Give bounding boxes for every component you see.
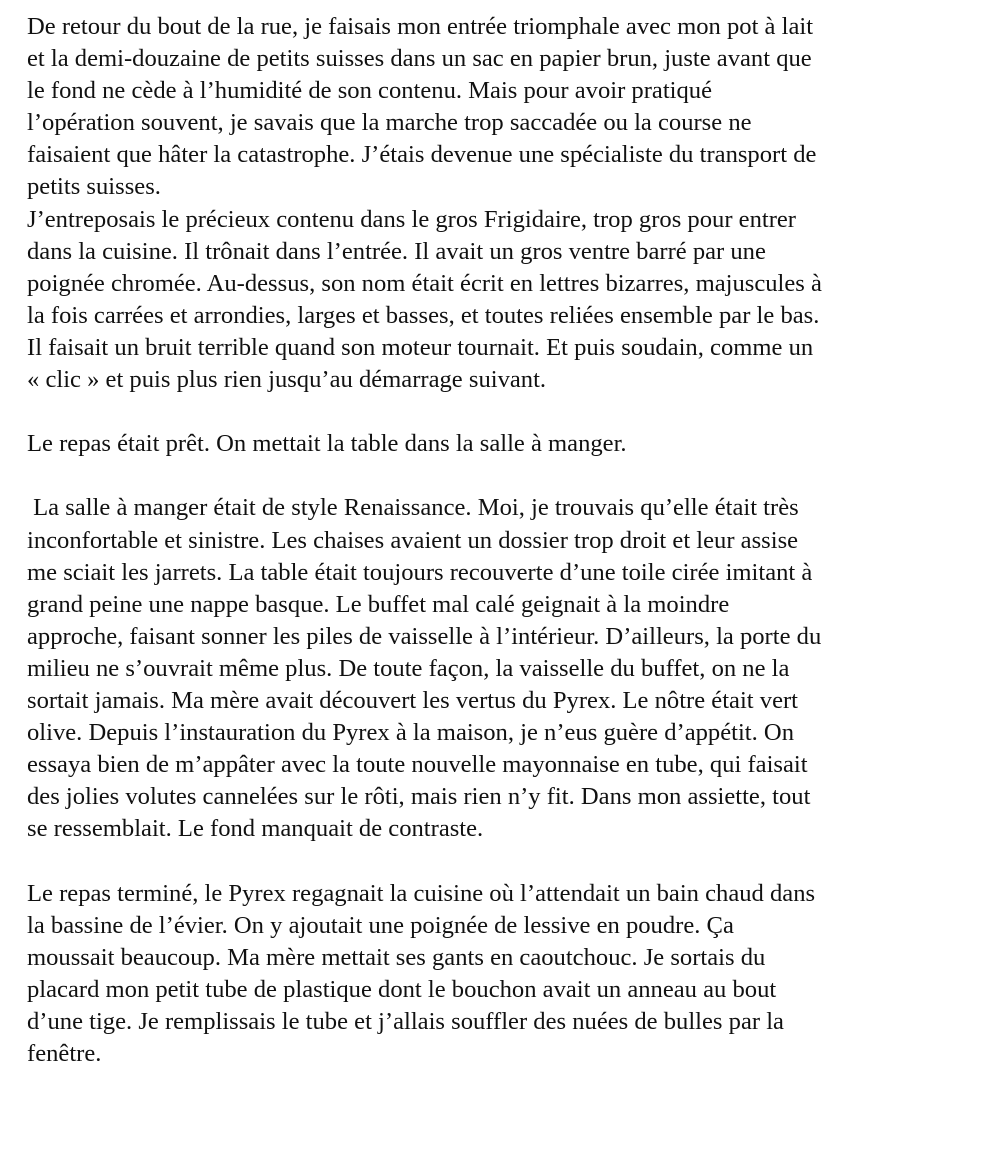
text-line: sortait jamais. Ma mère avait découvert les vertus du Pyrex. Le nôtre était vert (27, 686, 799, 714)
text-line: « clic » et puis plus rien jusqu’au démarrage suivant. (27, 366, 547, 394)
text-line: moussait beaucoup. Ma mère mettait ses gants en caoutchouc. Je sortais du (27, 943, 766, 971)
text-line: La salle à manger était de style Renaissance. Moi, je trouvais qu’elle était très (27, 494, 799, 522)
paragraph-spacer (27, 460, 987, 492)
text-line: la bassine de l’évier. On y ajoutait une poignée de lessive en poudre. Ça (27, 911, 734, 939)
text-line: poignée chromée. Au-dessus, son nom était écrit en lettres bizarres, majuscules à (27, 269, 822, 297)
text-line: Il faisait un bruit terrible quand son moteur tournait. Et puis soudain, comme un (27, 333, 814, 361)
text-line: milieu ne s’ouvrait même plus. De toute façon, la vaisselle du buffet, on ne la (27, 654, 790, 682)
text-line: se ressemblait. Le fond manquait de contraste. (27, 815, 484, 843)
text-line: inconfortable et sinistre. Les chaises avaient un dossier trop droit et leur assise (27, 526, 799, 554)
paragraph-spacer (27, 396, 987, 428)
text-line: des jolies volutes cannelées sur le rôti, mais rien n’y fit. Dans mon assiette, tout (27, 783, 811, 811)
paragraph-spacer (27, 845, 987, 877)
text-line: me sciait les jarrets. La table était toujours recouverte d’une toile cirée imitant à (27, 558, 813, 586)
text-line: J’entreposais le précieux contenu dans le gros Frigidaire, trop gros pour entrer (27, 205, 796, 233)
text-line: essaya bien de m’appâter avec la toute nouvelle mayonnaise en tube, qui faisait (27, 751, 808, 779)
text-line: le fond ne cède à l’humidité de son contenu. Mais pour avoir pratiqué (27, 77, 712, 105)
paragraph-meal-ready (27, 428, 987, 460)
text-line: d’une tige. Je remplissais le tube et j’allais souffler des nuées de bulles par la (27, 1007, 784, 1035)
paragraph-after-meal (27, 878, 987, 1071)
text-line: fenêtre. (27, 1040, 102, 1067)
text-line: la fois carrées et arrondies, larges et basses, et toutes reliées ensemble par le bas. (27, 301, 820, 329)
document-body (27, 11, 987, 1070)
paragraph-frigidaire (27, 204, 987, 397)
paragraph-frigidaire-arrival (27, 11, 987, 204)
text-line: petits suisses. (27, 173, 161, 201)
paragraph-dining-room (27, 492, 987, 845)
text-line: placard mon petit tube de plastique dont le bouchon avait un anneau au bout (27, 975, 777, 1003)
text-line: approche, faisant sonner les piles de vaisselle à l’intérieur. D’ailleurs, la porte du (27, 622, 822, 650)
text-line: De retour du bout de la rue, je faisais mon entrée triomphale avec mon pot à lait (27, 13, 814, 40)
text-line: grand peine une nappe basque. Le buffet mal calé geignait à la moindre (27, 590, 730, 618)
text-line: et la demi-douzaine de petits suisses dans un sac en papier brun, juste avant que (27, 45, 812, 73)
text-line: faisaient que hâter la catastrophe. J’étais devenue une spécialiste du transport de (27, 141, 817, 169)
text-line: olive. Depuis l’instauration du Pyrex à la maison, je n’eus guère d’appétit. On (27, 719, 794, 747)
text-line: dans la cuisine. Il trônait dans l’entrée. Il avait un gros ventre barré par une (27, 237, 766, 265)
text-line: Le repas terminé, le Pyrex regagnait la cuisine où l’attendait un bain chaud dans (27, 879, 816, 907)
text-line: Le repas était prêt. On mettait la table dans la salle à manger. (27, 430, 627, 458)
text-line: l’opération souvent, je savais que la marche trop saccadée ou la course ne (27, 109, 752, 137)
